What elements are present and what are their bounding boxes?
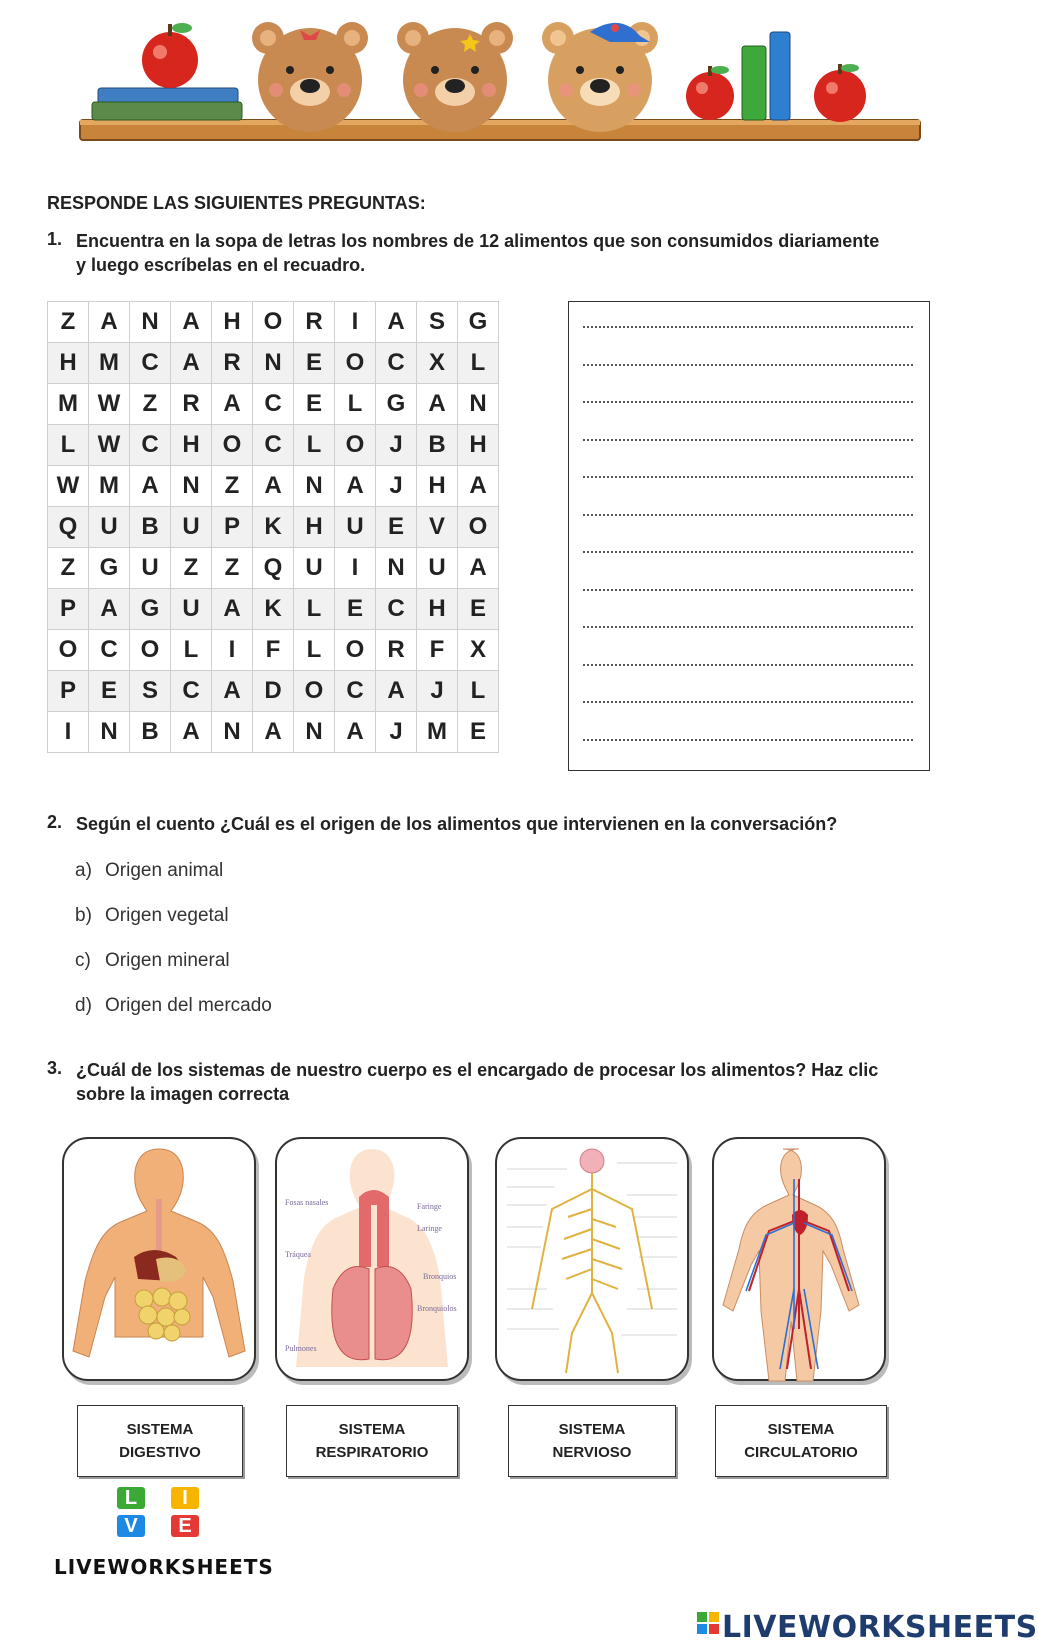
- grid-cell[interactable]: Z: [212, 466, 253, 507]
- grid-cell[interactable]: O: [335, 343, 376, 384]
- grid-cell[interactable]: K: [253, 507, 294, 548]
- grid-cell[interactable]: N: [212, 712, 253, 753]
- answer-line[interactable]: [583, 739, 913, 741]
- grid-cell[interactable]: J: [376, 712, 417, 753]
- grid-cell[interactable]: O: [458, 507, 499, 548]
- grid-row: [48, 384, 499, 425]
- grid-cell[interactable]: U: [417, 548, 458, 589]
- answer-line[interactable]: [583, 439, 913, 441]
- grid-cell[interactable]: D: [253, 671, 294, 712]
- grid-cell[interactable]: E: [294, 343, 335, 384]
- grid-row: [48, 507, 499, 548]
- answer-line[interactable]: [583, 401, 913, 403]
- digestive-system-image[interactable]: [62, 1137, 256, 1381]
- grid-cell[interactable]: E: [376, 507, 417, 548]
- grid-cell[interactable]: U: [171, 507, 212, 548]
- logo-text: LIVEWORKSHEETS: [54, 1555, 274, 1579]
- grid-row: [48, 671, 499, 712]
- label-sistema-digestivo[interactable]: [77, 1405, 243, 1477]
- grid-cell[interactable]: S: [130, 671, 171, 712]
- grid-cell[interactable]: A: [212, 671, 253, 712]
- grid-row: [48, 548, 499, 589]
- grid-cell[interactable]: E: [458, 589, 499, 630]
- grid-cell[interactable]: N: [171, 466, 212, 507]
- grid-cell[interactable]: V: [417, 507, 458, 548]
- grid-cell[interactable]: A: [212, 589, 253, 630]
- grid-cell[interactable]: Z: [130, 384, 171, 425]
- grid-cell[interactable]: H: [417, 466, 458, 507]
- grid-cell[interactable]: O: [48, 630, 89, 671]
- grid-cell[interactable]: K: [253, 589, 294, 630]
- answer-line[interactable]: [583, 514, 913, 516]
- grid-cell[interactable]: H: [212, 302, 253, 343]
- q3-line-1: ¿Cuál de los sistemas de nuestro cuerpo es el encargado de procesar los alimentos? Haz clic: [76, 1060, 879, 1080]
- grid-cell[interactable]: H: [48, 343, 89, 384]
- grid-cell[interactable]: M: [89, 343, 130, 384]
- grid-cell[interactable]: L: [171, 630, 212, 671]
- q3-number: 3.: [47, 1058, 63, 1078]
- grid-row: [48, 466, 499, 507]
- grid-row: [48, 302, 499, 343]
- grid-cell[interactable]: B: [130, 507, 171, 548]
- circulatory-system-image[interactable]: [712, 1137, 886, 1381]
- grid-cell[interactable]: S: [417, 302, 458, 343]
- label-sistema-nervioso[interactable]: [508, 1405, 676, 1477]
- grid-cell[interactable]: E: [89, 671, 130, 712]
- grid-cell[interactable]: X: [458, 630, 499, 671]
- label-line-1: SISTEMA: [338, 1421, 406, 1438]
- grid-cell[interactable]: L: [458, 671, 499, 712]
- option-label: Origen animal: [105, 860, 224, 881]
- word-search-grid[interactable]: [47, 301, 499, 753]
- grid-cell[interactable]: C: [130, 343, 171, 384]
- grid-cell[interactable]: G: [89, 548, 130, 589]
- grid-cell[interactable]: A: [253, 466, 294, 507]
- q1-number: 1.: [47, 229, 63, 249]
- grid-cell[interactable]: L: [294, 425, 335, 466]
- grid-cell[interactable]: U: [89, 507, 130, 548]
- q3-line-2: sobre la imagen correcta: [76, 1084, 290, 1104]
- grid-cell[interactable]: C: [253, 425, 294, 466]
- grid-cell[interactable]: Q: [253, 548, 294, 589]
- grid-cell[interactable]: Z: [48, 548, 89, 589]
- option-label: Origen vegetal: [105, 905, 229, 926]
- option-b[interactable]: [75, 905, 229, 927]
- grid-cell[interactable]: X: [417, 343, 458, 384]
- grid-cell[interactable]: E: [294, 384, 335, 425]
- grid-cell[interactable]: J: [376, 425, 417, 466]
- q1-line-1: Encuentra en la sopa de letras los nombres de 12 alimentos que son consumidos diariamente: [76, 231, 880, 251]
- grid-cell[interactable]: H: [294, 507, 335, 548]
- grid-cell[interactable]: R: [376, 630, 417, 671]
- answer-box: [568, 301, 930, 771]
- grid-cell[interactable]: Z: [171, 548, 212, 589]
- grid-cell[interactable]: N: [130, 302, 171, 343]
- grid-cell[interactable]: Z: [212, 548, 253, 589]
- grid-cell[interactable]: N: [376, 548, 417, 589]
- grid-row: [48, 630, 499, 671]
- grid-cell[interactable]: U: [171, 589, 212, 630]
- grid-cell[interactable]: O: [130, 630, 171, 671]
- bear-1: [252, 22, 368, 132]
- caption-laringe: Laringe: [417, 1224, 442, 1233]
- grid-cell[interactable]: C: [376, 589, 417, 630]
- grid-row: [48, 589, 499, 630]
- label-line-2: NERVIOSO: [552, 1444, 632, 1461]
- grid-cell[interactable]: A: [376, 671, 417, 712]
- grid-cell[interactable]: L: [294, 630, 335, 671]
- instructions-title: RESPONDE LAS SIGUIENTES PREGUNTAS:: [47, 193, 426, 213]
- grid-cell[interactable]: N: [253, 343, 294, 384]
- grid-cell[interactable]: O: [294, 671, 335, 712]
- label-sistema-respiratorio[interactable]: [286, 1405, 458, 1477]
- q2-text: Según el cuento ¿Cuál es el origen de los alimentos que intervienen en la conversación?: [76, 814, 838, 834]
- grid-cell[interactable]: G: [458, 302, 499, 343]
- grid-cell[interactable]: U: [294, 548, 335, 589]
- grid-cell[interactable]: W: [89, 425, 130, 466]
- answer-line[interactable]: [583, 701, 913, 703]
- option-c[interactable]: [75, 950, 230, 972]
- grid-cell[interactable]: C: [335, 671, 376, 712]
- grid-cell[interactable]: A: [335, 466, 376, 507]
- grid-cell[interactable]: M: [417, 712, 458, 753]
- caption-pulmones: Pulmones: [285, 1344, 317, 1353]
- grid-cell[interactable]: L: [294, 589, 335, 630]
- bear-3: [542, 22, 658, 132]
- q2-number: 2.: [47, 812, 63, 832]
- grid-cell[interactable]: A: [130, 466, 171, 507]
- grid-cell[interactable]: I: [335, 302, 376, 343]
- nervous-system-image[interactable]: [495, 1137, 689, 1381]
- grid-cell[interactable]: B: [417, 425, 458, 466]
- grid-cell[interactable]: R: [212, 343, 253, 384]
- option-letter: b): [75, 905, 92, 926]
- grid-cell[interactable]: I: [212, 630, 253, 671]
- grid-cell[interactable]: L: [458, 343, 499, 384]
- grid-cell[interactable]: R: [294, 302, 335, 343]
- grid-cell[interactable]: F: [417, 630, 458, 671]
- q1-line-2: y luego escríbelas en el recuadro.: [76, 255, 366, 275]
- grid-cell[interactable]: W: [48, 466, 89, 507]
- grid-cell[interactable]: A: [376, 302, 417, 343]
- grid-cell[interactable]: C: [253, 384, 294, 425]
- option-a[interactable]: [75, 860, 223, 882]
- option-letter: c): [75, 950, 91, 971]
- grid-cell[interactable]: L: [335, 384, 376, 425]
- grid-cell[interactable]: O: [253, 302, 294, 343]
- grid-cell[interactable]: J: [376, 466, 417, 507]
- option-label: Origen del mercado: [105, 995, 272, 1016]
- grid-cell[interactable]: A: [171, 712, 212, 753]
- label-line-2: DIGESTIVO: [119, 1444, 201, 1461]
- grid-cell[interactable]: M: [89, 466, 130, 507]
- grid-cell[interactable]: M: [48, 384, 89, 425]
- grid-cell[interactable]: F: [253, 630, 294, 671]
- grid-cell[interactable]: A: [89, 589, 130, 630]
- logo-tile-v: V: [117, 1515, 145, 1537]
- grid-cell[interactable]: H: [171, 425, 212, 466]
- grid-cell[interactable]: W: [89, 384, 130, 425]
- grid-cell[interactable]: G: [376, 384, 417, 425]
- answer-line[interactable]: [583, 326, 913, 328]
- footer-brand: LIVEWORKSHEETS: [722, 1610, 1038, 1645]
- grid-cell[interactable]: A: [417, 384, 458, 425]
- label-line-1: SISTEMA: [126, 1421, 194, 1438]
- grid-row: [48, 712, 499, 753]
- logo-tile-i: I: [171, 1487, 199, 1509]
- grid-cell[interactable]: A: [171, 302, 212, 343]
- label-line-2: CIRCULATORIO: [744, 1444, 858, 1461]
- grid-cell[interactable]: B: [130, 712, 171, 753]
- answer-line[interactable]: [583, 589, 913, 591]
- grid-cell[interactable]: R: [171, 384, 212, 425]
- grid-cell[interactable]: P: [212, 507, 253, 548]
- grid-cell[interactable]: Q: [48, 507, 89, 548]
- grid-cell[interactable]: I: [48, 712, 89, 753]
- answer-line[interactable]: [583, 664, 913, 666]
- grid-cell[interactable]: E: [335, 589, 376, 630]
- bears-on-shelf-banner: [70, 8, 930, 148]
- bear-2: [397, 22, 513, 132]
- grid-cell[interactable]: N: [294, 466, 335, 507]
- grid-cell[interactable]: A: [89, 302, 130, 343]
- grid-cell[interactable]: A: [458, 548, 499, 589]
- grid-cell[interactable]: H: [458, 425, 499, 466]
- grid-cell[interactable]: C: [130, 425, 171, 466]
- grid-cell[interactable]: U: [130, 548, 171, 589]
- grid-cell[interactable]: E: [458, 712, 499, 753]
- answer-line[interactable]: [583, 476, 913, 478]
- grid-cell[interactable]: P: [48, 589, 89, 630]
- grid-row: [48, 343, 499, 384]
- answer-line[interactable]: [583, 551, 913, 553]
- footer-logo-icon: [697, 1612, 719, 1634]
- grid-cell[interactable]: I: [335, 548, 376, 589]
- grid-cell[interactable]: C: [89, 630, 130, 671]
- grid-cell[interactable]: O: [335, 630, 376, 671]
- answer-line[interactable]: [583, 364, 913, 366]
- grid-cell[interactable]: J: [417, 671, 458, 712]
- caption-traquea: Tráquea: [285, 1250, 311, 1259]
- label-sistema-circulatorio[interactable]: [715, 1405, 887, 1477]
- grid-cell[interactable]: Z: [48, 302, 89, 343]
- grid-cell[interactable]: H: [417, 589, 458, 630]
- grid-cell[interactable]: P: [48, 671, 89, 712]
- logo-tile-e: E: [171, 1515, 199, 1537]
- option-d[interactable]: [75, 995, 272, 1017]
- grid-cell[interactable]: G: [130, 589, 171, 630]
- grid-cell[interactable]: A: [171, 343, 212, 384]
- grid-row: [48, 425, 499, 466]
- grid-cell[interactable]: U: [335, 507, 376, 548]
- option-letter: a): [75, 860, 92, 881]
- grid-cell[interactable]: L: [48, 425, 89, 466]
- caption-fosas-nasales: Fosas nasales: [285, 1198, 329, 1207]
- logo-tile-l: L: [117, 1487, 145, 1509]
- label-line-1: SISTEMA: [767, 1421, 835, 1438]
- label-line-2: RESPIRATORIO: [315, 1444, 429, 1461]
- grid-cell[interactable]: N: [458, 384, 499, 425]
- grid-cell[interactable]: A: [458, 466, 499, 507]
- grid-cell[interactable]: N: [294, 712, 335, 753]
- grid-cell[interactable]: N: [89, 712, 130, 753]
- grid-cell[interactable]: C: [171, 671, 212, 712]
- grid-cell[interactable]: O: [212, 425, 253, 466]
- option-letter: d): [75, 995, 92, 1016]
- caption-bronquios: Bronquios: [423, 1272, 457, 1281]
- option-label: Origen mineral: [105, 950, 230, 971]
- label-line-1: SISTEMA: [558, 1421, 626, 1438]
- grid-cell[interactable]: A: [253, 712, 294, 753]
- grid-cell[interactable]: O: [335, 425, 376, 466]
- grid-cell[interactable]: A: [212, 384, 253, 425]
- caption-bronquiolos: Bronquiolos: [417, 1304, 457, 1313]
- grid-cell[interactable]: C: [376, 343, 417, 384]
- answer-line[interactable]: [583, 626, 913, 628]
- caption-faringe: Faringe: [417, 1202, 442, 1211]
- grid-cell[interactable]: A: [335, 712, 376, 753]
- respiratory-system-image[interactable]: [275, 1137, 469, 1381]
